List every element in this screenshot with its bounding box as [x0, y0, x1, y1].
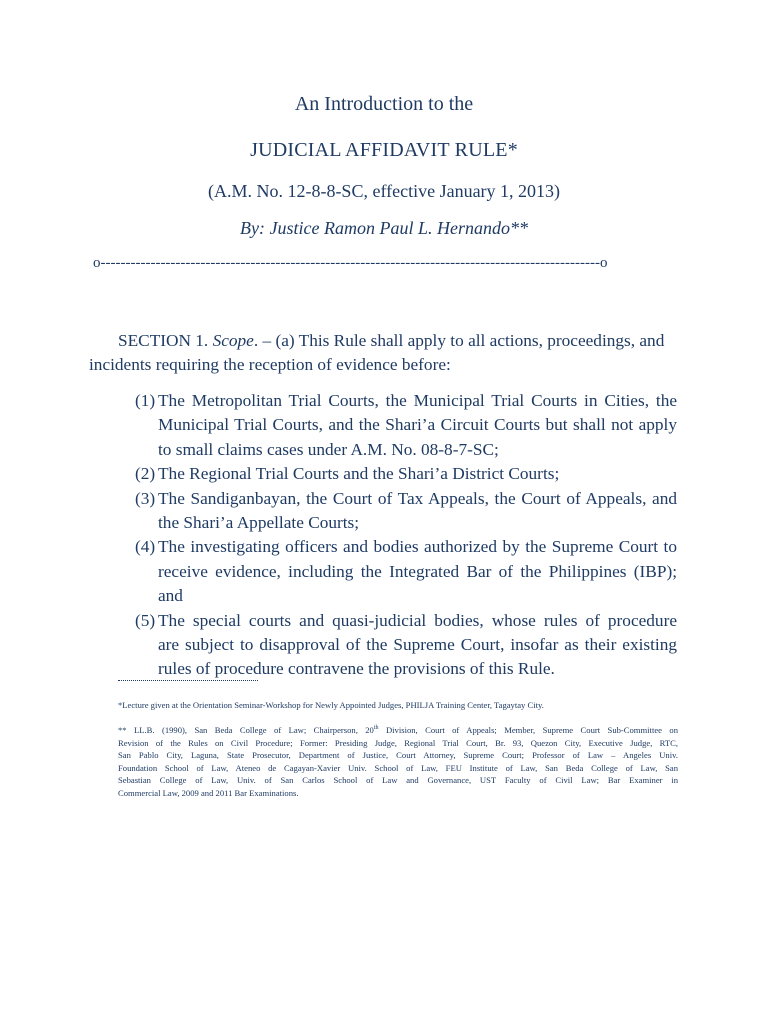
court-list [135, 389, 677, 682]
document-title: JUDICIAL AFFIDAVIT RULE* [250, 139, 518, 161]
list-item-line: receive evidence, including the Integrated Bar of the Philippines (IBP); [158, 561, 677, 581]
list-item-line: rules of procedure contravene the provisions of this Rule. [158, 659, 555, 679]
list-item-number: (2) [135, 464, 156, 484]
footnote-2-line: San Pablo City, Laguna, State Prosecutor, Department of Justice, Court Attorney, Supreme Court; Professor of Law – Angeles Univ. [118, 750, 678, 761]
list-item [135, 389, 677, 462]
footnote-2-text: Division, Court of Appeals; Member, Supreme Court Sub-Committee on [378, 725, 678, 735]
footnote-separator [118, 680, 258, 681]
footnote-2-line: Foundation School of Law, Ateneo de Cagayan-Xavier Univ. School of Law, FEU Institute of Law, San Beda College of Law, San [118, 762, 678, 773]
footnote-2-line: Sebastian College of Law, Univ. of San Carlos School of Law and Governance, UST Faculty of Civil Law; Bar Examiner in [118, 775, 678, 786]
list-item-number: (5) [135, 610, 156, 630]
list-item [135, 462, 677, 486]
list-item-number: (4) [135, 537, 156, 557]
section-1-paragraph [89, 329, 677, 377]
footnote-2 [118, 724, 678, 800]
list-item-line: Municipal Trial Courts, and the Shari’a Circuit Courts but shall not apply [158, 415, 677, 435]
list-item [135, 535, 677, 608]
list-item-line: and [158, 586, 183, 606]
footnote-1: *Lecture given at the Orientation Seminar-Workshop for Newly Appointed Judges, PHILJA Training Center, Tagaytay City. [118, 700, 544, 710]
section-text: . – (a) This Rule shall apply to all actions, proceedings, and [253, 331, 665, 350]
list-item-line: The Metropolitan Trial Courts, the Municipal Trial Courts in Cities, the [158, 391, 677, 410]
section-label-italic: Scope [212, 331, 254, 350]
footnote-2-line: Commercial Law, 2009 and 2011 Bar Examinations. [118, 787, 299, 798]
list-item-number: (3) [135, 488, 156, 508]
list-item-line: The special courts and quasi-judicial bodies, whose rules of procedure [158, 610, 677, 630]
list-item-line: The investigating officers and bodies authorized by the Supreme Court to [158, 537, 677, 557]
title-line-1: An Introduction to the [294, 93, 474, 115]
list-item-line: The Sandiganbayan, the Court of Tax Appeals, the Court of Appeals, and [158, 488, 677, 508]
list-item-line: the Shari’a Appellate Courts; [158, 513, 360, 533]
list-item-line: The Regional Trial Courts and the Shari’a District Courts; [158, 464, 560, 484]
section-1-line-1 [89, 329, 677, 353]
list-item [135, 609, 677, 682]
footnote-2-line: Revision of the Rules on Civil Procedure; Former: Presiding Judge, Regional Trial Court, Br. 93, Quezon City, Executive Judge, RTC, [118, 737, 678, 748]
list-item-line: are subject to disapproval of the Supreme Court, insofar as their existing [158, 635, 677, 655]
list-item-number: (1) [135, 391, 156, 410]
author-byline: By: Justice Ramon Paul L. Hernando** [240, 218, 528, 238]
section-label: SECTION 1. [118, 331, 213, 350]
rule-citation: (A.M. No. 12-8-8-SC, effective January 1, 2013) [207, 181, 561, 201]
footnote-2-superscript: th [373, 725, 379, 732]
list-item-line: to small claims cases under A.M. No. 08-8-7-SC; [158, 439, 499, 459]
section-divider: o----------------------------------------------------------------------------------------------------o [93, 255, 608, 271]
footnote-2-text: ** LL.B. (1990), San Beda College of Law; Chairperson, 20 [118, 725, 374, 735]
list-item [135, 487, 677, 536]
footnote-2-line [118, 724, 678, 737]
section-1-line-2: incidents requiring the reception of evidence before: [89, 355, 451, 374]
